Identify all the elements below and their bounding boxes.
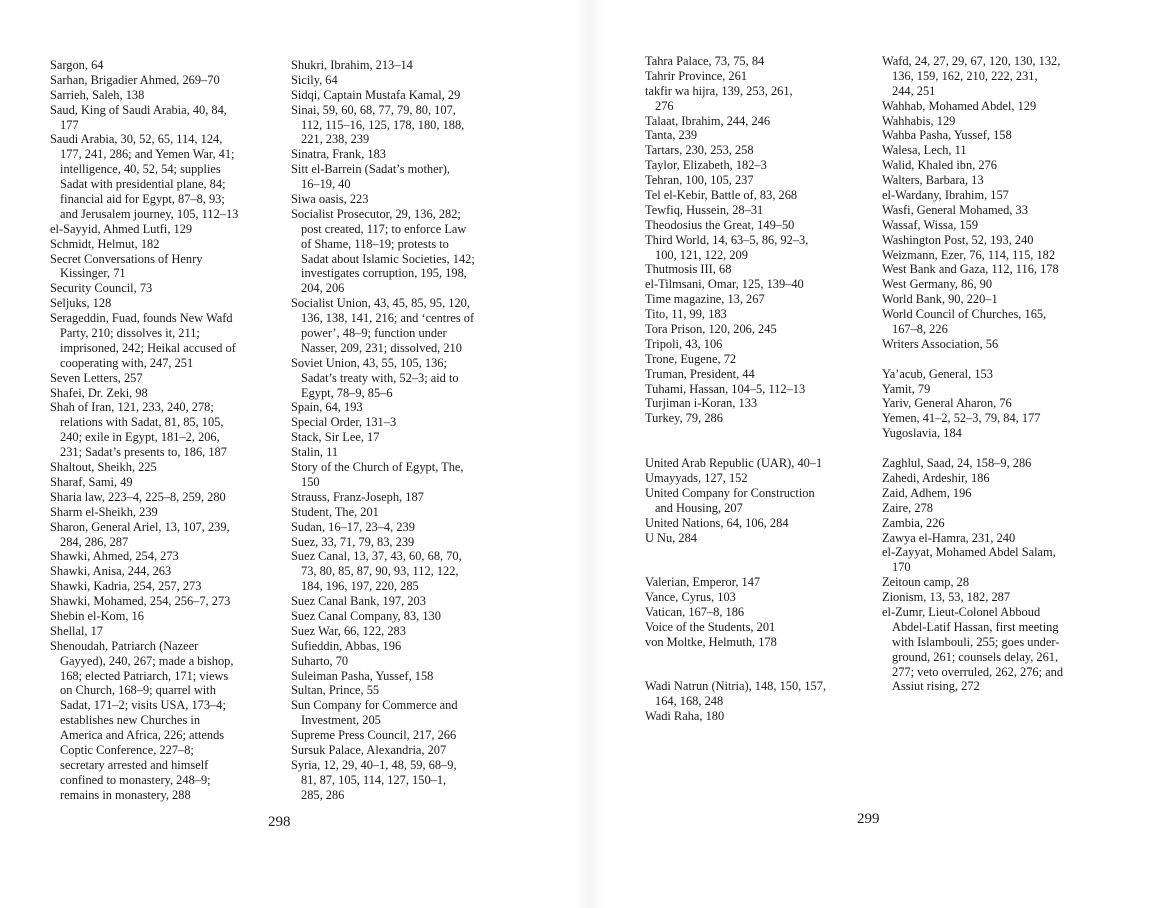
index-entry: Zahedi, Ardeshir, 186 [882,470,990,485]
page-number: 299 [857,811,880,827]
index-entry: World Council of Churches, 165, [882,307,1047,322]
index-subentry-line: 221, 238, 239 [301,132,370,147]
index-entry: Time magazine, 13, 267 [645,292,765,307]
index-entry: Wahhab, Mohamed Abdel, 129 [882,98,1037,113]
index-entry: Shukri, Ibrahim, 213–14 [291,58,413,72]
index-entry: Vance, Cyrus, 103 [645,590,736,605]
index-entry: el-Tilmsani, Omar, 125, 139–40 [645,277,804,292]
index-entry: Washington Post, 52, 193, 240 [882,232,1034,247]
index-entry: Suez Canal Bank, 197, 203 [291,594,426,609]
index-entry: Stack, Sir Lee, 17 [291,430,380,445]
index-entry: el-Sayyid, Ahmed Lutfi, 129 [50,221,193,236]
index-subentry-line: 277; veto overruled, 262, 276; and [892,664,1064,679]
index-entry: Suleiman Pasha, Yussef, 158 [291,668,434,683]
index-entry: Wassaf, Wissa, 159 [882,217,979,232]
index-entry: Sultan, Prince, 55 [291,683,380,698]
index-subentry-line: Assiut rising, 272 [892,679,980,694]
index-entry: Shah of Iran, 121, 233, 240, 278; [50,400,214,415]
index-subentry-line: 73, 80, 85, 87, 90, 93, 112, 122, [301,564,459,579]
index-entry: Sharia law, 223–4, 225–8, 259, 280 [50,489,226,504]
index-entry: Tanta, 239 [645,128,698,143]
index-entry: Sufieddin, Abbas, 196 [291,638,402,653]
book-gutter [575,0,605,908]
index-entry: Shawki, Anisa, 244, 263 [50,564,172,579]
index-entry: Syria, 12, 29, 40–1, 48, 59, 68–9, [291,757,457,772]
index-entry: Walters, Barbara, 13 [882,173,984,188]
index-entry: Zionism, 13, 53, 182, 287 [882,590,1011,605]
index-entry: el-Wardany, Ibrahim, 157 [882,188,1009,203]
index-entry: Tito, 11, 99, 183 [645,307,727,322]
index-column [645,54,870,724]
index-subentry-line: ground, 261; counsels delay, 261, [892,649,1059,664]
index-entry: Wasfi, General Mohamed, 33 [882,202,1028,217]
index-subentry-line: 177 [60,117,79,132]
index-entry: Serageddin, Fuad, founds New Wafd [50,311,233,326]
entry-spacer [882,441,1122,456]
index-subentry-line: 284, 286, 287 [60,534,129,549]
index-subentry-line: Coptic Conference, 227–8; [60,742,194,757]
index-subentry-line: 167–8, 226 [892,322,948,337]
index-entry: Tehran, 100, 105, 237 [645,173,754,188]
index-subentry-line: 204, 206 [301,281,345,296]
index-entry: Sinatra, Frank, 183 [291,147,386,162]
index-subentry-line: 168; elected Patriarch, 171; views [60,668,229,683]
index-entry: West Bank and Gaza, 112, 116, 178 [882,262,1059,277]
index-subentry-line: investigates corruption, 195, 198, [301,266,467,281]
index-entry: Vatican, 167–8, 186 [645,604,745,619]
index-entry: von Moltke, Helmuth, 178 [645,634,777,649]
index-entry: Siwa oasis, 223 [291,192,369,207]
index-entry: Tora Prison, 120, 206, 245 [645,322,777,337]
index-subentry-line: 177, 241, 286; and Yemen War, 41; [60,147,235,162]
index-entry: Sun Company for Commerce and [291,698,458,713]
index-entry: Valerian, Emperor, 147 [645,575,761,590]
index-entry: Walesa, Lech, 11 [882,143,967,158]
index-entry: Seljuks, 128 [50,296,112,311]
index-entry: Turjiman i-Koran, 133 [645,396,758,411]
index-entry: Spain, 64, 193 [291,400,363,415]
entry-spacer [645,560,870,575]
index-entry: takfir wa hijra, 139, 253, 261, [645,83,793,98]
index-entry: Wafd, 24, 27, 29, 67, 120, 130, 132, [882,54,1061,68]
index-entry: Supreme Press Council, 217, 266 [291,728,457,743]
index-entry: Socialist Union, 43, 45, 85, 95, 120, [291,296,470,311]
index-column [882,54,1122,694]
index-column [50,58,280,803]
index-entry: Turkey, 79, 286 [645,411,723,426]
index-subentry-line: 231; Sadat’s presents to, 186, 187 [60,445,227,460]
index-subentry-line: 276 [655,98,674,113]
index-entry: Umayyads, 127, 152 [645,470,748,485]
index-subentry-line: and Jerusalem journey, 105, 112–13 [60,206,239,221]
index-entry: Weizmann, Ezer, 76, 114, 115, 182 [882,247,1056,262]
index-subentry-line: 16–19, 40 [301,177,351,192]
index-subentry-line: Sadat’s treaty with, 52–3; aid to [301,370,459,385]
index-entry: Sursuk Palace, Alexandria, 207 [291,742,447,757]
index-entry: Student, The, 201 [291,504,379,519]
index-subentry-line: and Housing, 207 [655,500,743,515]
index-subentry-line: 184, 196, 197, 220, 285 [301,579,419,594]
index-entry: Strauss, Franz-Joseph, 187 [291,489,424,504]
index-entry: Zambia, 226 [882,515,945,530]
index-subentry-line: Abdel-Latif Hassan, first meeting [892,619,1059,634]
index-entry: West Germany, 86, 90 [882,277,993,292]
index-entry: Shafei, Dr. Zeki, 98 [50,385,148,400]
index-entry: Taylor, Elizabeth, 182–3 [645,158,767,173]
index-subentry-line: 136, 159, 162, 210, 222, 231, [892,68,1038,83]
index-entry: Story of the Church of Egypt, The, [291,460,464,475]
index-entry: Shaltout, Sheikh, 225 [50,460,157,475]
index-entry: United Arab Republic (UAR), 40–1 [645,456,823,471]
index-entry: Schmidt, Helmut, 182 [50,236,160,251]
index-subentry-line: 136, 138, 141, 216; and ‘centres of [301,311,475,326]
index-subentry-line: remains in monastery, 288 [60,787,191,802]
entry-spacer [645,426,870,441]
index-subentry-line: Investment, 205 [301,713,381,728]
index-entry: United Company for Construction [645,485,815,500]
index-entry: Wahhabis, 129 [882,113,956,128]
index-entry: Shenoudah, Patriarch (Nazeer [50,638,199,653]
index-entry: Suez Canal Company, 83, 130 [291,608,441,623]
index-subentry-line: 112, 115–16, 125, 178, 180, 188, [301,117,465,132]
index-entry: Wadi Natrun (Nitria), 148, 150, 157, [645,679,827,694]
index-subentry-line: confined to monastery, 248–9; [60,772,211,787]
index-subentry-line: 100, 121, 122, 209 [655,247,748,262]
index-entry: Tel el-Kebir, Battle of, 83, 268 [645,188,798,203]
index-entry: Suez Canal, 13, 37, 43, 60, 68, 70, [291,549,462,564]
index-subentry-line: 81, 87, 105, 114, 127, 150–1, [301,772,447,787]
index-entry: Shawki, Kadria, 254, 257, 273 [50,579,202,594]
index-entry: Ya’acub, General, 153 [882,366,993,381]
index-entry: Trone, Eugene, 72 [645,351,737,366]
entry-spacer [645,650,870,665]
index-entry: Sharm el-Sheikh, 239 [50,504,158,519]
index-entry: Sitt el-Barrein (Sadat’s mother), [291,162,450,177]
index-subentry-line: intelligence, 40, 52, 54; supplies [60,162,221,177]
index-subentry-line: 164, 168, 248 [655,694,724,709]
index-entry: Tartars, 230, 253, 258 [645,143,754,158]
index-subentry-line: 285, 286 [301,787,345,802]
index-subentry-line: financial aid for Egypt, 87–8, 93; [60,192,225,207]
index-subentry-line: Party, 210; dissolves it, 211; [60,326,200,341]
index-entry: Shawki, Ahmed, 254, 273 [50,549,179,564]
index-entry: Soviet Union, 43, 55, 105, 136; [291,355,447,370]
index-entry: Secret Conversations of Henry [50,251,203,266]
index-subentry-line: Kissinger, 71 [60,266,126,281]
entry-spacer [882,352,1122,367]
index-entry: Suez, 33, 71, 79, 83, 239 [291,534,415,549]
index-subentry-line: on Church, 168–9; quarrel with [60,683,216,698]
index-subentry-line: Sadat about Islamic Societies, 142; [301,251,475,266]
index-subentry-line: imprisoned, 242; Heikal accused of [60,340,236,355]
index-subentry-line: relations with Sadat, 81, 85, 105, [60,415,224,430]
index-entry: U Nu, 284 [645,530,697,545]
index-subentry-line: 244, 251 [892,83,936,98]
index-entry: Shellal, 17 [50,623,103,638]
index-subentry-line: Gayyed), 240, 267; made a bishop, [60,653,234,668]
index-entry: Wadi Raha, 180 [645,709,725,724]
index-entry: Zawya el-Hamra, 231, 240 [882,530,1016,545]
index-entry: Theodosius the Great, 149–50 [645,217,795,232]
index-entry: Yugoslavia, 184 [882,426,962,441]
index-entry: Walid, Khaled ibn, 276 [882,158,997,173]
index-entry: Sinai, 59, 60, 68, 77, 79, 80, 107, [291,102,456,117]
index-entry: Sarrieh, Saleh, 138 [50,87,145,102]
index-entry: Saud, King of Saudi Arabia, 40, 84, [50,102,227,117]
index-subentry-line: power’, 48–9; function under [301,326,447,341]
index-entry: Sargon, 64 [50,58,104,72]
index-entry: el-Zumr, Lieut-Colonel Abboud [882,604,1041,619]
index-entry: Sarhan, Brigadier Ahmed, 269–70 [50,72,220,87]
entry-spacer [645,665,870,680]
index-subentry-line: 170 [892,560,911,575]
index-entry: Wahba Pasha, Yussef, 158 [882,128,1012,143]
index-entry: Special Order, 131–3 [291,415,397,430]
index-subentry-line: Sadat, 171–2; visits USA, 173–4; [60,698,226,713]
index-entry: Writers Association, 56 [882,336,999,351]
index-subentry-line: Egypt, 78–9, 85–6 [301,385,393,400]
index-subentry-line: 240; exile in Egypt, 181–2, 206, [60,430,220,445]
index-entry: Yamit, 79 [882,381,931,396]
index-entry: Voice of the Students, 201 [645,619,776,634]
index-entry: Security Council, 73 [50,281,153,296]
index-entry: Sharaf, Sami, 49 [50,474,133,489]
index-entry: Shebin el-Kom, 16 [50,608,144,623]
index-entry: Shawki, Mohamed, 254, 256–7, 273 [50,594,231,609]
index-entry: Third World, 14, 63–5, 86, 92–3, [645,232,809,247]
index-subentry-line: of Shame, 118–19; protests to [301,236,449,251]
index-subentry-line: with Islambouli, 255; goes under- [892,634,1060,649]
index-entry: World Bank, 90, 220–1 [882,292,998,307]
index-subentry-line: Sadat with presidential plane, 84; [60,177,226,192]
index-entry: Yariv, General Aharon, 76 [882,396,1012,411]
index-entry: Yemen, 41–2, 52–3, 79, 84, 177 [882,411,1041,426]
index-entry: Sicily, 64 [291,72,338,87]
index-entry: Thutmosis III, 68 [645,262,732,277]
index-subentry-line: cooperating with, 247, 251 [60,355,194,370]
index-entry: Saudi Arabia, 30, 52, 65, 114, 124, [50,132,223,147]
index-entry: Talaat, Ibrahim, 244, 246 [645,113,771,128]
entry-spacer [645,545,870,560]
index-entry: Sudan, 16–17, 23–4, 239 [291,519,415,534]
index-entry: Zaghlul, Saad, 24, 158–9, 286 [882,456,1032,471]
index-subentry-line: 150 [301,474,320,489]
index-entry: Tripoli, 43, 106 [645,336,723,351]
index-subentry-line: post created, 117; to enforce Law [301,221,467,236]
index-entry: Truman, President, 44 [645,366,755,381]
index-subentry-line: secretary arrested and himself [60,757,209,772]
index-entry: Sidqi, Captain Mustafa Kamal, 29 [291,87,461,102]
index-entry: Sharon, General Ariel, 13, 107, 239, [50,519,230,534]
entry-spacer [645,441,870,456]
index-entry: Tuhami, Hassan, 104–5, 112–13 [645,381,806,396]
page-number: 298 [268,814,291,830]
index-subentry-line: America and Africa, 226; attends [60,728,225,743]
index-entry: Zaid, Adhem, 196 [882,485,972,500]
index-entry: Suez War, 66, 122, 283 [291,623,406,638]
index-entry: Socialist Prosecutor, 29, 136, 282; [291,206,461,221]
index-entry: Stalin, 11 [291,445,339,460]
index-entry: Tewfiq, Hussein, 28–31 [645,202,764,217]
index-column [291,58,521,803]
index-entry: Seven Letters, 257 [50,370,143,385]
index-entry: el-Zayyat, Mohamed Abdel Salam, [882,545,1056,560]
index-subentry-line: establishes new Churches in [60,713,201,728]
index-entry: Tahra Palace, 73, 75, 84 [645,54,765,68]
index-entry: Zeitoun camp, 28 [882,575,970,590]
index-entry: United Nations, 64, 106, 284 [645,515,789,530]
index-subentry-line: Nasser, 209, 231; dissolved, 210 [301,340,462,355]
index-entry: Zaire, 278 [882,500,933,515]
index-entry: Tahrir Province, 261 [645,68,748,83]
index-entry: Suharto, 70 [291,653,349,668]
